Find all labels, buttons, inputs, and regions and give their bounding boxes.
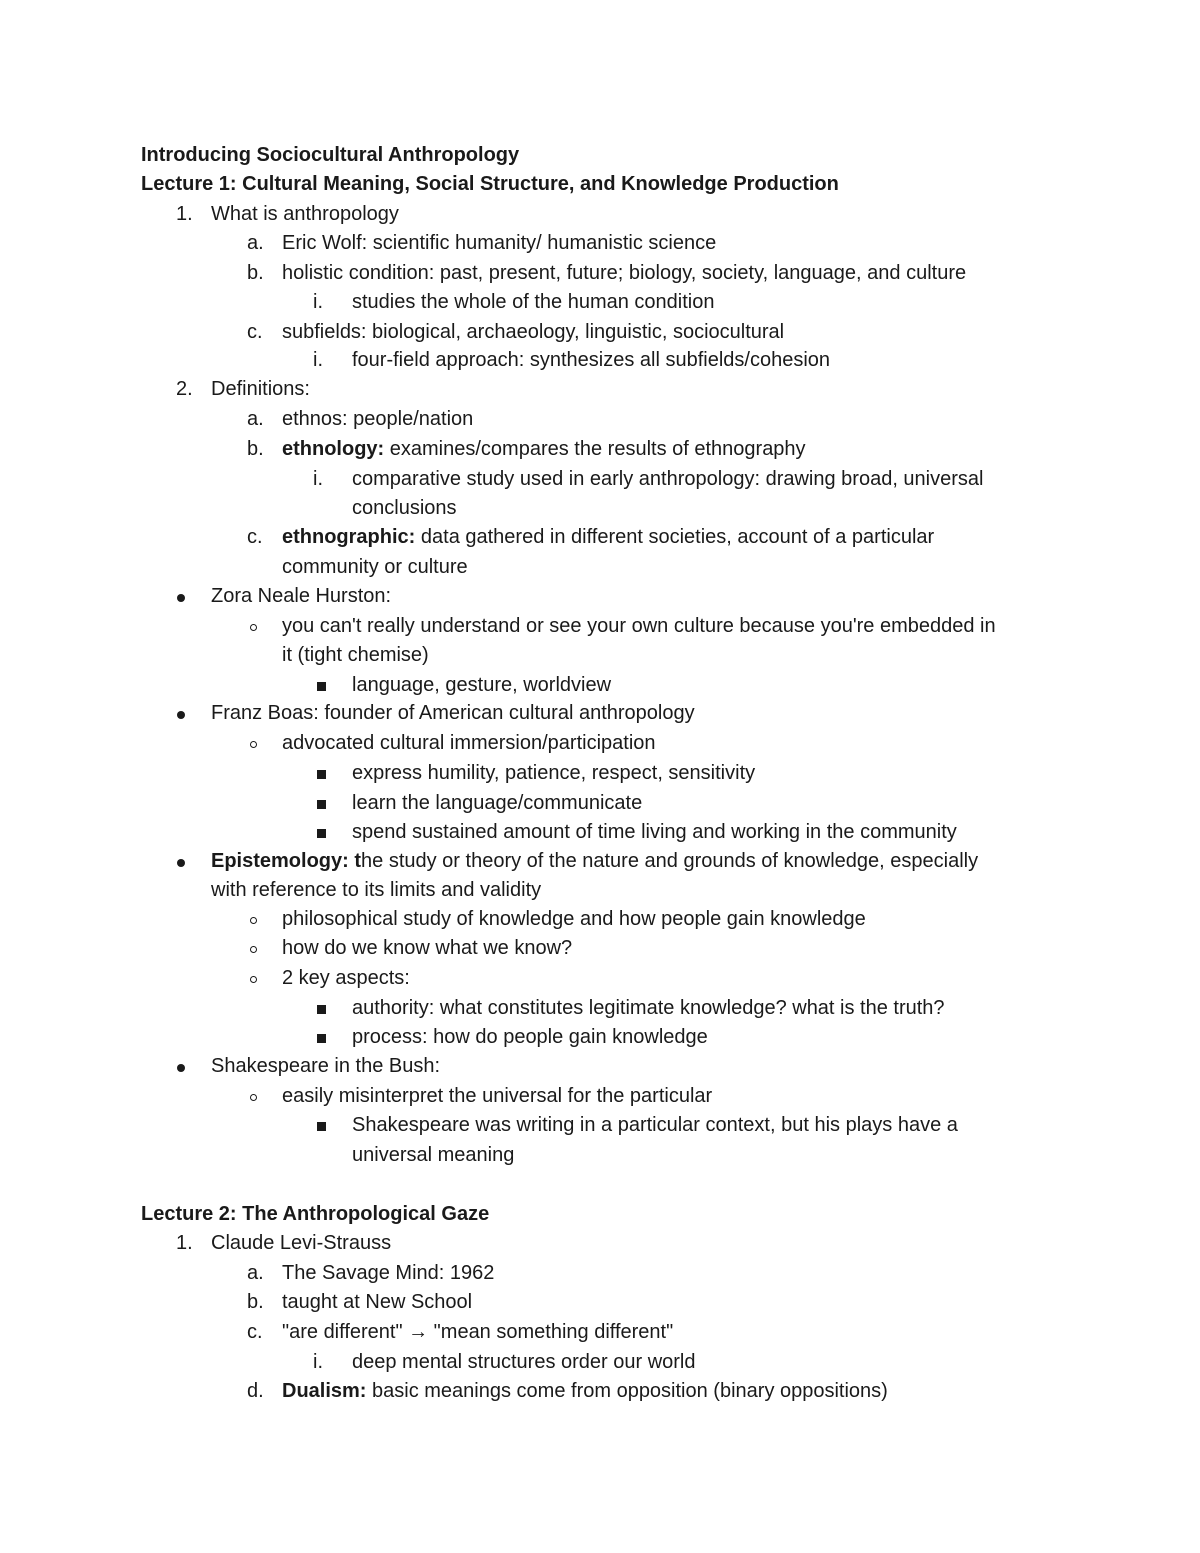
list-item: Shakespeare was writing in a particular context, but his plays have a xyxy=(352,1114,958,1136)
bullet-circle-icon xyxy=(250,624,257,631)
list-marker: b. xyxy=(247,1291,264,1313)
bullet-square-icon xyxy=(317,829,326,838)
definition-text: he study or theory of the nature and grounds of knowledge, especially xyxy=(361,850,979,872)
list-item: Eric Wolf: scientific humanity/ humanistic science xyxy=(282,232,717,254)
list-item xyxy=(282,1379,888,1403)
list-item: studies the whole of the human condition xyxy=(352,291,715,313)
list-marker: c. xyxy=(247,321,263,343)
bullet-dot-icon xyxy=(177,594,185,602)
list-item-continuation: with reference to its limits and validity xyxy=(211,879,542,901)
list-item: advocated cultural immersion/participation xyxy=(282,732,656,754)
list-item: Shakespeare in the Bush: xyxy=(211,1055,441,1077)
list-item: holistic condition: past, present, future; biology, society, language, and culture xyxy=(282,262,967,284)
list-marker: a. xyxy=(247,1262,264,1284)
term-epistemology: Epistemology: t xyxy=(211,850,362,872)
list-item: What is anthropology xyxy=(211,203,399,225)
list-item: deep mental structures order our world xyxy=(352,1351,696,1373)
list-marker: b. xyxy=(247,262,264,284)
list-item: ethnos: people/nation xyxy=(282,408,474,430)
list-marker: 1. xyxy=(176,1232,193,1254)
bullet-circle-icon xyxy=(250,741,257,748)
bullet-dot-icon xyxy=(177,859,185,867)
list-marker: d. xyxy=(247,1380,264,1402)
list-item xyxy=(282,437,806,461)
list-item: language, gesture, worldview xyxy=(352,674,612,696)
list-item: philosophical study of knowledge and how people gain knowledge xyxy=(282,908,866,930)
bullet-square-icon xyxy=(317,1034,326,1043)
list-item: spend sustained amount of time living and working in the community xyxy=(352,821,957,843)
term-ethnology: ethnology: xyxy=(282,438,385,460)
list-item: Claude Levi-Strauss xyxy=(211,1232,392,1254)
list-item: Zora Neale Hurston: xyxy=(211,585,392,607)
bullet-square-icon xyxy=(317,682,326,691)
list-marker: a. xyxy=(247,232,264,254)
lecture-2-heading: Lecture 2: The Anthropological Gaze xyxy=(141,1203,490,1225)
bullet-dot-icon xyxy=(177,711,185,719)
bullet-circle-icon xyxy=(250,946,257,953)
list-item: 2 key aspects: xyxy=(282,967,410,989)
bullet-circle-icon xyxy=(250,917,257,924)
list-marker: 1. xyxy=(176,203,193,225)
list-marker: i. xyxy=(313,468,323,490)
list-item: Definitions: xyxy=(211,378,310,400)
list-item: taught at New School xyxy=(282,1291,473,1313)
document-title: Introducing Sociocultural Anthropology xyxy=(141,144,520,166)
list-marker: i. xyxy=(313,1351,323,1373)
list-marker: c. xyxy=(247,1321,263,1343)
list-item: authority: what constitutes legitimate knowledge? what is the truth? xyxy=(352,997,945,1019)
list-item: learn the language/communicate xyxy=(352,792,643,814)
list-item-continuation: it (tight chemise) xyxy=(282,644,429,666)
list-marker: b. xyxy=(247,438,264,460)
list-item-continuation: conclusions xyxy=(352,497,457,519)
list-item-continuation: universal meaning xyxy=(352,1144,515,1166)
lecture-1-heading: Lecture 1: Cultural Meaning, Social Structure, and Knowledge Production xyxy=(141,173,839,195)
definition-text: examines/compares the results of ethnography xyxy=(384,438,806,460)
list-marker: i. xyxy=(313,291,323,313)
bullet-square-icon xyxy=(317,770,326,779)
list-item: four-field approach: synthesizes all subfields/cohesion xyxy=(352,349,831,371)
list-item xyxy=(282,525,934,549)
term-dualism: Dualism: xyxy=(282,1380,367,1402)
list-item: subfields: biological, archaeology, linguistic, sociocultural xyxy=(282,321,785,343)
list-item: you can't really understand or see your own culture because you're embedded in xyxy=(282,615,996,637)
bullet-square-icon xyxy=(317,1005,326,1014)
bullet-circle-icon xyxy=(250,976,257,983)
bullet-square-icon xyxy=(317,1122,326,1131)
list-item: how do we know what we know? xyxy=(282,937,573,959)
bullet-square-icon xyxy=(317,800,326,809)
list-marker: c. xyxy=(247,526,263,548)
list-item: Franz Boas: founder of American cultural anthropology xyxy=(211,702,695,724)
list-item: comparative study used in early anthropology: drawing broad, universal xyxy=(352,468,984,490)
definition-text: basic meanings come from opposition (binary oppositions) xyxy=(366,1380,888,1402)
list-item: process: how do people gain knowledge xyxy=(352,1026,708,1048)
list-item-continuation: community or culture xyxy=(282,556,468,578)
list-item xyxy=(211,849,978,873)
list-marker: i. xyxy=(313,349,323,371)
list-item: express humility, patience, respect, sensitivity xyxy=(352,762,756,784)
list-item: The Savage Mind: 1962 xyxy=(282,1262,495,1284)
list-item: easily misinterpret the universal for the particular xyxy=(282,1085,713,1107)
bullet-circle-icon xyxy=(250,1094,257,1101)
list-marker: 2. xyxy=(176,378,193,400)
term-ethnographic: ethnographic: xyxy=(282,526,416,548)
bullet-dot-icon xyxy=(177,1064,185,1072)
list-item: "are different" → "mean something different" xyxy=(282,1321,674,1343)
definition-text: data gathered in different societies, account of a particular xyxy=(415,526,935,548)
list-marker: a. xyxy=(247,408,264,430)
